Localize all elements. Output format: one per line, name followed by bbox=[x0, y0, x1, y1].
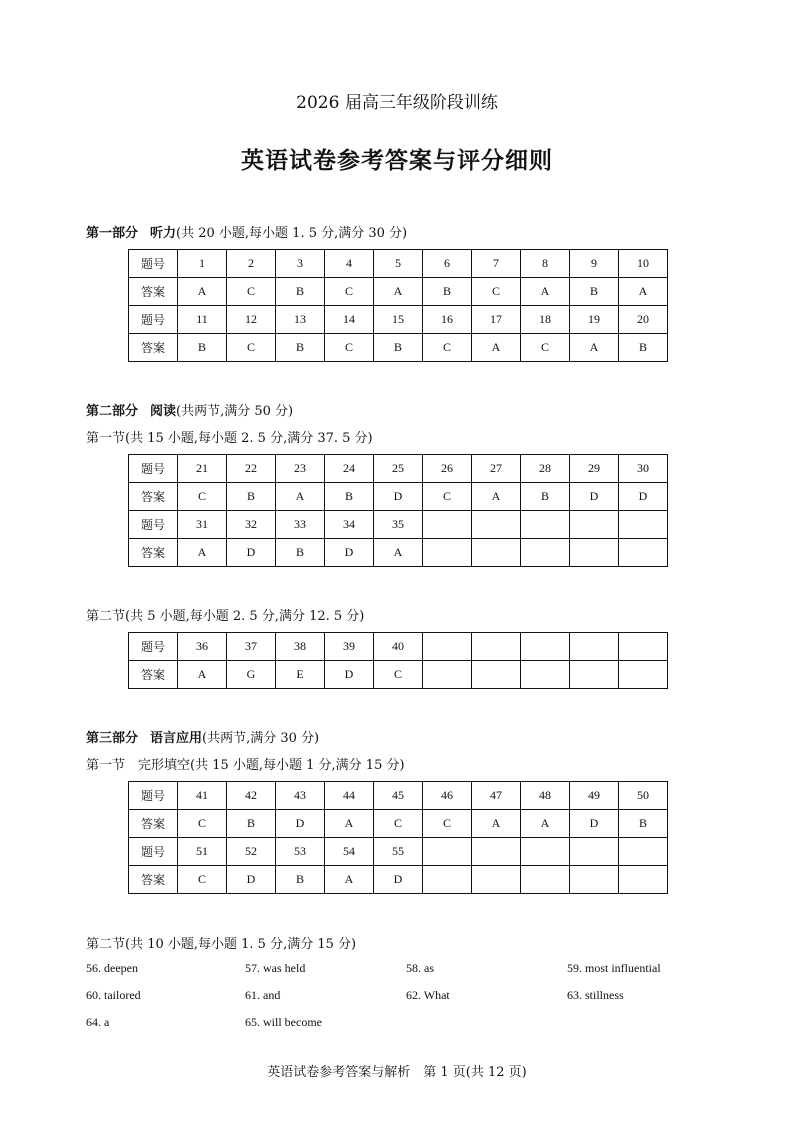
question-number-cell: 12 bbox=[227, 306, 276, 334]
table-row bbox=[129, 455, 668, 483]
part2-heading bbox=[86, 400, 293, 419]
question-number-cell: 9 bbox=[570, 250, 619, 278]
question-number-cell: 38 bbox=[276, 633, 325, 661]
question-number-cell: 55 bbox=[374, 838, 423, 866]
page-title: 英语试卷参考答案与评分细则 bbox=[241, 147, 553, 174]
question-number-cell: 42 bbox=[227, 782, 276, 810]
part1-desc: (共 20 小题,每小题 1. 5 分,满分 30 分) bbox=[176, 226, 408, 241]
table-row bbox=[129, 250, 668, 278]
question-number-cell bbox=[472, 838, 521, 866]
answer-cell: B bbox=[227, 810, 276, 838]
question-number-cell: 17 bbox=[472, 306, 521, 334]
answer-cell bbox=[521, 661, 570, 689]
question-number-cell: 52 bbox=[227, 838, 276, 866]
answer-cell: A bbox=[374, 539, 423, 567]
part3-heading bbox=[86, 727, 319, 746]
answer-cell: C bbox=[178, 810, 227, 838]
answer-cell: B bbox=[178, 334, 227, 362]
question-number-cell: 53 bbox=[276, 838, 325, 866]
table-row bbox=[129, 278, 668, 306]
table-row bbox=[129, 334, 668, 362]
answer-cell: D bbox=[227, 539, 276, 567]
part1-topic: 听力 bbox=[150, 226, 177, 241]
answer-cell: B bbox=[276, 539, 325, 567]
answer-cell: C bbox=[423, 334, 472, 362]
row-label: 题号 bbox=[129, 838, 178, 866]
answer-cell bbox=[472, 866, 521, 894]
table-row bbox=[129, 810, 668, 838]
answer-cell bbox=[570, 866, 619, 894]
answer-cell: B bbox=[570, 278, 619, 306]
answer-cell: A bbox=[178, 661, 227, 689]
fill-answer: 56. deepen bbox=[86, 961, 138, 975]
question-number-cell: 39 bbox=[325, 633, 374, 661]
question-number-cell bbox=[570, 838, 619, 866]
question-number-cell: 21 bbox=[178, 455, 227, 483]
part3-name: 第三部分 bbox=[86, 731, 139, 746]
part2-section1-answer-table bbox=[128, 454, 668, 567]
answer-cell: C bbox=[374, 661, 423, 689]
answer-cell: A bbox=[472, 483, 521, 511]
question-number-cell: 29 bbox=[570, 455, 619, 483]
answer-cell: A bbox=[178, 278, 227, 306]
question-number-cell bbox=[619, 633, 668, 661]
part2-section1-label: 第一节(共 15 小题,每小题 2. 5 分,满分 37. 5 分) bbox=[86, 431, 373, 446]
exam-subtitle: 2026 届高三年级阶段训练 bbox=[296, 93, 498, 113]
question-number-cell: 14 bbox=[325, 306, 374, 334]
answer-cell: A bbox=[521, 278, 570, 306]
answer-cell bbox=[423, 539, 472, 567]
answer-cell: D bbox=[374, 483, 423, 511]
answer-cell: A bbox=[178, 539, 227, 567]
answer-cell bbox=[521, 866, 570, 894]
fill-answer: 58. as bbox=[406, 961, 434, 975]
table-row bbox=[129, 306, 668, 334]
part2-section2-answer-table bbox=[128, 632, 668, 689]
question-number-cell bbox=[619, 838, 668, 866]
fill-answer: 63. stillness bbox=[567, 988, 624, 1002]
question-number-cell bbox=[521, 633, 570, 661]
answer-cell: D bbox=[227, 866, 276, 894]
answer-cell bbox=[619, 539, 668, 567]
part3-section2-label: 第二节(共 10 小题,每小题 1. 5 分,满分 15 分) bbox=[86, 937, 357, 952]
answer-cell: C bbox=[472, 278, 521, 306]
fill-answer: 64. a bbox=[86, 1015, 110, 1029]
question-number-cell: 49 bbox=[570, 782, 619, 810]
answer-cell bbox=[423, 866, 472, 894]
question-number-cell: 33 bbox=[276, 511, 325, 539]
answer-cell: B bbox=[325, 483, 374, 511]
question-number-cell: 30 bbox=[619, 455, 668, 483]
question-number-cell: 18 bbox=[521, 306, 570, 334]
row-label: 题号 bbox=[129, 455, 178, 483]
question-number-cell: 3 bbox=[276, 250, 325, 278]
question-number-cell: 10 bbox=[619, 250, 668, 278]
answer-cell: A bbox=[325, 866, 374, 894]
question-number-cell: 47 bbox=[472, 782, 521, 810]
answer-cell: D bbox=[325, 539, 374, 567]
question-number-cell: 25 bbox=[374, 455, 423, 483]
question-number-cell: 35 bbox=[374, 511, 423, 539]
answer-cell: A bbox=[472, 334, 521, 362]
question-number-cell: 8 bbox=[521, 250, 570, 278]
question-number-cell: 20 bbox=[619, 306, 668, 334]
question-number-cell: 4 bbox=[325, 250, 374, 278]
question-number-cell: 46 bbox=[423, 782, 472, 810]
answer-cell: A bbox=[276, 483, 325, 511]
row-label: 答案 bbox=[129, 483, 178, 511]
question-number-cell: 13 bbox=[276, 306, 325, 334]
question-number-cell: 54 bbox=[325, 838, 374, 866]
answer-cell: B bbox=[521, 483, 570, 511]
question-number-cell: 2 bbox=[227, 250, 276, 278]
question-number-cell: 23 bbox=[276, 455, 325, 483]
question-number-cell: 22 bbox=[227, 455, 276, 483]
answer-cell: C bbox=[325, 278, 374, 306]
row-label: 题号 bbox=[129, 782, 178, 810]
answer-cell: A bbox=[619, 278, 668, 306]
question-number-cell: 15 bbox=[374, 306, 423, 334]
question-number-cell bbox=[570, 633, 619, 661]
answer-cell: D bbox=[276, 810, 325, 838]
question-number-cell: 48 bbox=[521, 782, 570, 810]
answer-cell: A bbox=[570, 334, 619, 362]
question-number-cell bbox=[423, 838, 472, 866]
question-number-cell: 34 bbox=[325, 511, 374, 539]
row-label: 答案 bbox=[129, 334, 178, 362]
answer-cell: A bbox=[521, 810, 570, 838]
answer-cell: C bbox=[374, 810, 423, 838]
question-number-cell: 44 bbox=[325, 782, 374, 810]
fill-answer: 59. most influential bbox=[567, 961, 661, 975]
question-number-cell: 51 bbox=[178, 838, 227, 866]
answer-cell: B bbox=[227, 483, 276, 511]
answer-cell: A bbox=[325, 810, 374, 838]
question-number-cell: 45 bbox=[374, 782, 423, 810]
answer-cell: C bbox=[227, 278, 276, 306]
table-row bbox=[129, 633, 668, 661]
table-row bbox=[129, 838, 668, 866]
answer-cell: A bbox=[374, 278, 423, 306]
answer-cell: B bbox=[619, 334, 668, 362]
fill-answer: 61. and bbox=[245, 988, 281, 1002]
question-number-cell: 11 bbox=[178, 306, 227, 334]
question-number-cell bbox=[570, 511, 619, 539]
part2-section2-label: 第二节(共 5 小题,每小题 2. 5 分,满分 12. 5 分) bbox=[86, 609, 365, 624]
answer-cell: B bbox=[276, 866, 325, 894]
row-label: 题号 bbox=[129, 511, 178, 539]
answer-cell: C bbox=[423, 810, 472, 838]
answer-cell: C bbox=[521, 334, 570, 362]
question-number-cell: 43 bbox=[276, 782, 325, 810]
part3-section1-label: 第一节 完形填空(共 15 小题,每小题 1 分,满分 15 分) bbox=[86, 758, 405, 773]
answer-cell: C bbox=[423, 483, 472, 511]
row-label: 答案 bbox=[129, 810, 178, 838]
answer-cell: D bbox=[570, 483, 619, 511]
part1-name: 第一部分 bbox=[86, 226, 139, 241]
table-row bbox=[129, 782, 668, 810]
answer-cell: C bbox=[325, 334, 374, 362]
question-number-cell bbox=[619, 511, 668, 539]
question-number-cell: 7 bbox=[472, 250, 521, 278]
answer-cell: E bbox=[276, 661, 325, 689]
question-number-cell bbox=[423, 511, 472, 539]
fill-answer: 57. was held bbox=[245, 961, 306, 975]
question-number-cell bbox=[521, 511, 570, 539]
row-label: 题号 bbox=[129, 306, 178, 334]
question-number-cell: 40 bbox=[374, 633, 423, 661]
answer-cell bbox=[570, 661, 619, 689]
question-number-cell: 24 bbox=[325, 455, 374, 483]
question-number-cell: 5 bbox=[374, 250, 423, 278]
answer-cell: A bbox=[472, 810, 521, 838]
answer-cell: D bbox=[619, 483, 668, 511]
question-number-cell: 41 bbox=[178, 782, 227, 810]
part3-topic: 语言应用 bbox=[150, 731, 203, 746]
answer-cell bbox=[619, 866, 668, 894]
answer-cell: B bbox=[619, 810, 668, 838]
row-label: 答案 bbox=[129, 539, 178, 567]
part2-desc: (共两节,满分 50 分) bbox=[176, 404, 294, 419]
question-number-cell: 50 bbox=[619, 782, 668, 810]
question-number-cell: 1 bbox=[178, 250, 227, 278]
question-number-cell: 28 bbox=[521, 455, 570, 483]
answer-cell: B bbox=[374, 334, 423, 362]
question-number-cell: 36 bbox=[178, 633, 227, 661]
question-number-cell bbox=[472, 633, 521, 661]
answer-cell: G bbox=[227, 661, 276, 689]
question-number-cell bbox=[521, 838, 570, 866]
row-label: 题号 bbox=[129, 250, 178, 278]
answer-cell bbox=[423, 661, 472, 689]
question-number-cell bbox=[423, 633, 472, 661]
table-row bbox=[129, 511, 668, 539]
answer-cell: D bbox=[570, 810, 619, 838]
answer-cell: B bbox=[276, 278, 325, 306]
answer-cell: D bbox=[374, 866, 423, 894]
part3-desc: (共两节,满分 30 分) bbox=[202, 731, 320, 746]
part1-answer-table bbox=[128, 249, 668, 362]
part1-heading bbox=[86, 222, 407, 241]
question-number-cell: 6 bbox=[423, 250, 472, 278]
question-number-cell bbox=[472, 511, 521, 539]
question-number-cell: 16 bbox=[423, 306, 472, 334]
question-number-cell: 32 bbox=[227, 511, 276, 539]
answer-cell: B bbox=[423, 278, 472, 306]
answer-cell bbox=[472, 539, 521, 567]
question-number-cell: 31 bbox=[178, 511, 227, 539]
question-number-cell: 19 bbox=[570, 306, 619, 334]
fill-answer: 62. What bbox=[406, 988, 450, 1002]
part3-section1-answer-table bbox=[128, 781, 668, 894]
answer-cell bbox=[570, 539, 619, 567]
row-label: 题号 bbox=[129, 633, 178, 661]
answer-cell bbox=[472, 661, 521, 689]
part2-name: 第二部分 bbox=[86, 404, 139, 419]
question-number-cell: 37 bbox=[227, 633, 276, 661]
answer-cell: D bbox=[325, 661, 374, 689]
row-label: 答案 bbox=[129, 661, 178, 689]
answer-cell: B bbox=[276, 334, 325, 362]
part2-topic: 阅读 bbox=[150, 404, 177, 419]
table-row bbox=[129, 866, 668, 894]
answer-cell: C bbox=[178, 483, 227, 511]
answer-cell: C bbox=[178, 866, 227, 894]
fill-answer: 60. tailored bbox=[86, 988, 141, 1002]
answer-cell bbox=[619, 661, 668, 689]
table-row bbox=[129, 539, 668, 567]
answer-cell: C bbox=[227, 334, 276, 362]
row-label: 答案 bbox=[129, 866, 178, 894]
fill-answer: 65. will become bbox=[245, 1015, 322, 1029]
question-number-cell: 26 bbox=[423, 455, 472, 483]
table-row bbox=[129, 483, 668, 511]
row-label: 答案 bbox=[129, 278, 178, 306]
answer-cell bbox=[521, 539, 570, 567]
question-number-cell: 27 bbox=[472, 455, 521, 483]
table-row bbox=[129, 661, 668, 689]
page-footer: 英语试卷参考答案与解析 第 1 页(共 12 页) bbox=[267, 1065, 527, 1080]
